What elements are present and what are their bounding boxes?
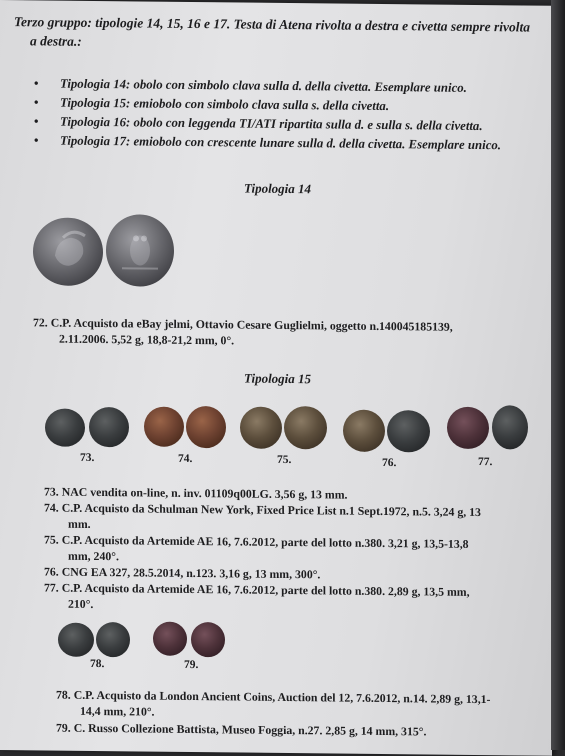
- tipologie-list: [34, 74, 544, 155]
- coin-image-75-reverse: [284, 406, 327, 449]
- coin-label-73: 73.: [80, 451, 95, 464]
- coin-image-72-obverse: [33, 217, 103, 286]
- coin-label-75: 75.: [277, 453, 292, 467]
- coin-image-79-obverse: [153, 622, 187, 656]
- coin-image-73-reverse: [89, 407, 129, 447]
- heading-line-2: a destra.:: [30, 33, 82, 49]
- section-heading: [14, 12, 544, 56]
- entry-78: 78. C.P. Acquisto da London Ancient Coins, Auction del 12, 7.6.2012, n.14. 2,89 g, 13,1- 14,4 mm, 210°.: [56, 687, 491, 719]
- coin-image-79-reverse: [191, 622, 225, 657]
- coin-image-77-reverse: [492, 405, 528, 449]
- bullet-marker: •: [34, 95, 39, 110]
- list-item: • Tipologia 15: emiobolo con simbolo clava sulla s. della civetta.: [34, 95, 390, 114]
- coin-image-76-reverse: [387, 410, 430, 452]
- coin-image-74-reverse: [186, 406, 226, 448]
- coin-label-77: 77.: [478, 456, 493, 469]
- list-item: • Tipologia 17: emiobolo con crescente lunare sulla d. della civetta. Esemplare unico.: [34, 133, 501, 153]
- entry-79: 79. C. Russo Collezione Battista, Museo Foggia, n.27. 2,85 g, 14 mm, 315°.: [56, 720, 427, 739]
- entry-73: 73. NAC vendita on-line, n. inv. 01109q00LG. 3,56 g, 13 mm.: [44, 484, 348, 502]
- bullet-marker: •: [34, 133, 39, 148]
- entry-76: 76. CNG EA 327, 28.5.2014, n.123. 3,16 g, 13 mm, 300°.: [44, 564, 321, 582]
- coin-image-77-obverse: [447, 407, 489, 449]
- coin-label-78: 78.: [90, 657, 105, 671]
- coin-label-79: 79.: [184, 658, 199, 672]
- coin-label-76: 76.: [382, 457, 397, 470]
- list-item: • Tipologia 16: obolo con leggenda TI/ATI ripartita sulla d. e sulla s. della civetta.: [34, 114, 483, 134]
- entry-74: 74. C.P. Acquisto da Schulman New York, Fixed Price List n.1 Sept.1972, n.5. 3,24 g, 13 mm.: [44, 500, 481, 531]
- tipologia-14-title: Tipologia 14: [244, 180, 312, 197]
- entry-77: 77. C.P. Acquisto da Artemide AE 16, 7.6.2012, parte del lotto n.380. 2,89 g, 13,5 mm, 210°.: [44, 580, 470, 611]
- list-item: • Tipologia 14: obolo con simbolo clava sulla d. della civetta. Esemplare unico.: [34, 76, 467, 95]
- bullet-marker: •: [34, 76, 39, 91]
- coin-label-74: 74.: [178, 452, 193, 466]
- coin-image-78-obverse: [58, 623, 94, 657]
- coin-image-76-obverse: [343, 410, 385, 452]
- coin-image-78-reverse: [96, 622, 130, 657]
- bullet-marker: •: [34, 114, 39, 129]
- coin-image-74-obverse: [144, 407, 184, 447]
- coin-image-73-obverse: [45, 408, 85, 446]
- heading-line-1: Terzo gruppo: tipologie 14, 15, 16 e 17. Testa di Atena rivolta a destra e civetta sempre rivolta: [14, 14, 530, 35]
- tipologia-15-title: Tipologia 15: [244, 370, 312, 387]
- entry-72: 72. C.P. Acquisto da eBay jelmi, Ottavio Cesare Guglielmi, oggetto n.140045185139, 2.11.2006. 5,52 g, 18,8-21,2 mm, 0°.: [33, 315, 453, 348]
- page-edge-shadow: [551, 0, 565, 750]
- coin-image-75-obverse: [240, 407, 282, 449]
- coin-image-72-reverse: [106, 214, 174, 287]
- entry-75: 75. C.P. Acquisto da Artemide AE 16, 7.6.2012, parte del lotto n.380. 3,21 g, 13,5-13,8 mm, 240°.: [44, 532, 469, 564]
